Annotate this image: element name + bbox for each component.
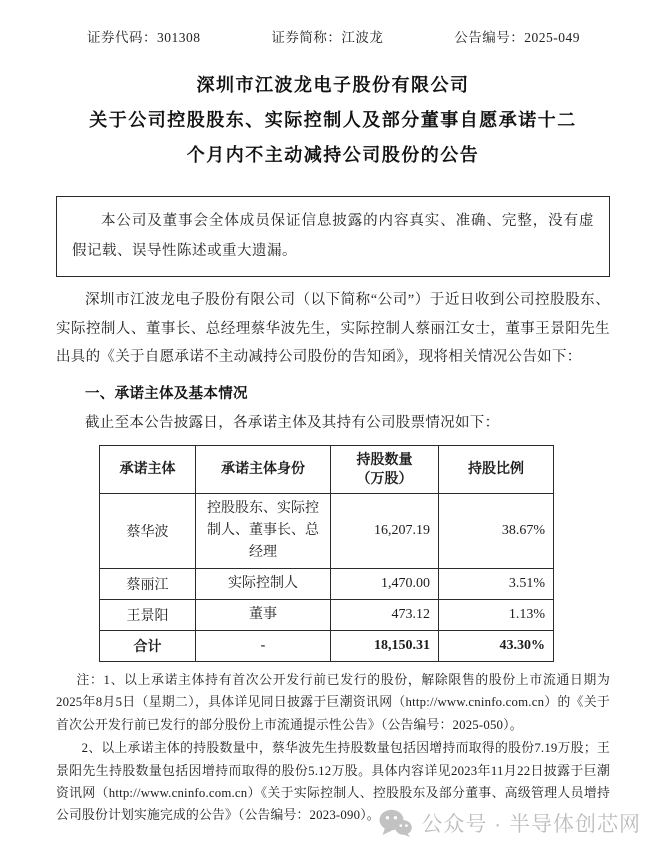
- cell-role: 实际控制人: [196, 569, 331, 600]
- col-header-identity: 承诺主体身份: [196, 446, 331, 494]
- stock-abbr: 证券简称：江波龙: [271, 30, 384, 45]
- table-row: [100, 569, 554, 600]
- wechat-icon: [379, 809, 412, 837]
- title-line-2: 关于公司控股股东、实际控制人及部分董事自愿承诺十二: [89, 110, 577, 130]
- table-row: [100, 600, 554, 631]
- table-header-row: [100, 446, 554, 494]
- disclosure-statement: 本公司及董事会全体成员保证信息披露的内容真实、准确、完整，没有虚假记载、误导性陈述或重大遗漏。: [72, 213, 594, 259]
- table-row: [100, 494, 554, 569]
- section-1-lead: 截止至本公告披露日，各承诺主体及其持有公司股票情况如下：: [85, 414, 500, 431]
- cell-ratio: 38.67%: [439, 494, 554, 569]
- col-header-shares-line1: 持股数量: [356, 452, 413, 468]
- cell-total-shares: 18,150.31: [331, 631, 439, 662]
- cell-name: 王景阳: [100, 600, 196, 631]
- note-2: 2、以上承诺主体的持股数量中，蔡华波先生持股数量包括因增持而取得的股份7.19万股；王景阳先生持股数量包括因增持而取得的股份5.12万股。具体内容详见2023年11月22日披露于巨潮资讯网（http://www.cninfo.com.cn）《关于实际控制人、控股股东及部分董事、高级管理人员增持公司股份计划实施完成的公告》（公告编号：2023-090）。: [56, 741, 610, 823]
- stock-code: 证券代码：301308: [87, 30, 201, 45]
- cell-role: 控股股东、实际控制人、董事长、总经理: [196, 494, 331, 569]
- col-header-ratio: 持股比例: [439, 446, 554, 494]
- section-1-heading: 一、承诺主体及基本情况: [85, 385, 248, 402]
- cell-total-role: -: [196, 631, 331, 662]
- announcement-title: [56, 68, 610, 173]
- table-total-row: [100, 631, 554, 662]
- col-header-subject: 承诺主体: [100, 446, 196, 494]
- title-line-1: 深圳市江波龙电子股份有限公司: [196, 75, 470, 95]
- shareholding-table: [99, 445, 554, 662]
- cell-shares: 1,470.00: [331, 569, 439, 600]
- cell-name: 蔡华波: [100, 494, 196, 569]
- intro-paragraph: 深圳市江波龙电子股份有限公司（以下简称“公司”）于近日收到公司控股股东、实际控制人、董事长、总经理蔡华波先生，实际控制人蔡丽江女士，董事王景阳先生出具的《关于自愿承诺不主动减持公司股份的告知函》，现将相关情况公告如下：: [56, 292, 610, 365]
- cell-shares: 16,207.19: [331, 494, 439, 569]
- cell-ratio: 3.51%: [439, 569, 554, 600]
- col-header-shares-line2: （万股）: [356, 471, 413, 487]
- note-1: 注：1、以上承诺主体持有首次公开发行前已发行的股份，解除限售的股份上市流通日期为2025年8月5日（星期二），具体详见同日披露于巨潮资讯网（http://www.cninfo.com.cn）的《关于首次公开发行前已发行的部分股份上市流通提示性公告》（公告编号：2025-050）。: [56, 673, 610, 732]
- cell-total-ratio: 43.30%: [439, 631, 554, 662]
- col-header-shares: [331, 446, 439, 494]
- wechat-account-label: 公众号 · 半导体创芯网: [421, 813, 641, 836]
- document-meta-row: [56, 26, 610, 46]
- cell-total-label: 合计: [100, 631, 196, 662]
- cell-name: 蔡丽江: [100, 569, 196, 600]
- wechat-footer: [379, 808, 641, 838]
- cell-ratio: 1.13%: [439, 600, 554, 631]
- title-line-3: 个月内不主动减持公司股份的公告: [186, 145, 480, 165]
- disclosure-statement-box: [56, 196, 610, 277]
- cell-role: 董事: [196, 600, 331, 631]
- notes-section: [56, 669, 610, 827]
- announcement-number: 公告编号：2025-049: [454, 30, 580, 45]
- cell-shares: 473.12: [331, 600, 439, 631]
